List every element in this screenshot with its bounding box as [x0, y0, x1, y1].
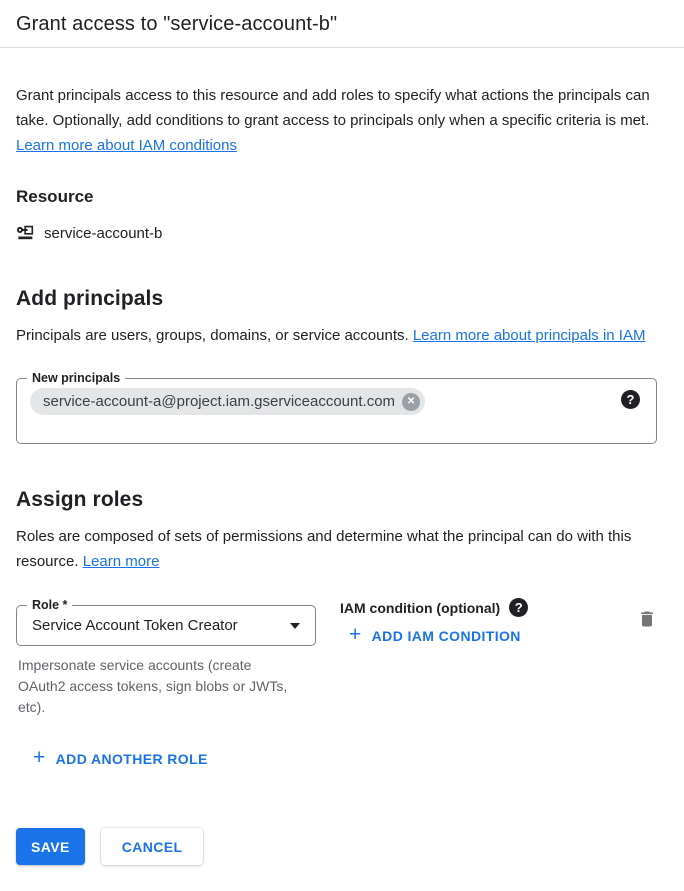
- resource-name: service-account-b: [44, 225, 163, 242]
- role-helper-text: Impersonate service accounts (create OAuth2 access tokens, sign blobs or JWTs, etc).: [18, 657, 288, 715]
- condition-header: [340, 598, 635, 617]
- role-select[interactable]: [16, 598, 316, 646]
- add-another-role-button[interactable]: [33, 746, 208, 769]
- resource-row: [16, 224, 657, 243]
- trash-icon: [637, 609, 657, 629]
- dialog-content: [0, 83, 684, 865]
- condition-label: IAM condition (optional): [340, 599, 501, 616]
- learn-more-iam-conditions-link[interactable]: Learn more about IAM conditions: [16, 137, 237, 154]
- role-row: [16, 598, 657, 718]
- delete-role-button[interactable]: [635, 609, 657, 629]
- assign-roles-text: [16, 524, 657, 574]
- add-iam-condition-button[interactable]: [349, 623, 521, 646]
- role-select-label: Role *: [27, 597, 72, 614]
- principals-help-icon[interactable]: ?: [621, 390, 640, 409]
- service-account-icon: [16, 224, 35, 243]
- add-principals-text: [16, 323, 657, 348]
- learn-more-roles-link[interactable]: Learn more: [82, 553, 160, 570]
- plus-icon: +: [33, 746, 46, 769]
- cancel-button[interactable]: CANCEL: [101, 828, 204, 865]
- add-iam-condition-label: ADD IAM CONDITION: [371, 628, 521, 644]
- chevron-down-icon: [290, 623, 300, 629]
- principal-chip-value: service-account-a@project.iam.gserviceaccount.com: [43, 393, 396, 410]
- add-principals-text-body: Principals are users, groups, domains, or service accounts.: [16, 327, 413, 344]
- dialog-footer: [16, 828, 657, 865]
- condition-help-icon[interactable]: ?: [509, 598, 528, 617]
- learn-more-principals-link[interactable]: Learn more about principals in IAM: [412, 327, 646, 344]
- role-column: [16, 598, 316, 718]
- intro-text-body: Grant principals access to this resource and add roles to specify what actions the principals can take. Optionally, add conditions to grant access to principals only when a specific criteria is met.: [16, 87, 650, 129]
- add-another-role-label: ADD ANOTHER ROLE: [55, 751, 208, 767]
- chip-close-icon[interactable]: ✕: [402, 393, 420, 411]
- add-principals-heading: Add principals: [16, 287, 164, 310]
- new-principals-label: New principals: [27, 370, 125, 387]
- page-title: Grant access to "service-account-b": [16, 13, 338, 35]
- intro-text: [16, 83, 657, 158]
- condition-column: [340, 598, 635, 647]
- assign-roles-heading: Assign roles: [16, 488, 144, 511]
- role-select-value: Service Account Token Creator: [32, 617, 238, 634]
- assign-roles-text-body: Roles are composed of sets of permissions and determine what the principal can do with this resource.: [16, 528, 632, 570]
- title-divider: [0, 47, 684, 48]
- new-principals-field[interactable]: [16, 371, 657, 444]
- resource-heading: Resource: [16, 187, 94, 206]
- plus-icon: +: [349, 623, 362, 646]
- principal-chip[interactable]: [30, 388, 425, 415]
- save-button[interactable]: SAVE: [16, 828, 85, 865]
- dialog-titlebar: [0, 0, 684, 47]
